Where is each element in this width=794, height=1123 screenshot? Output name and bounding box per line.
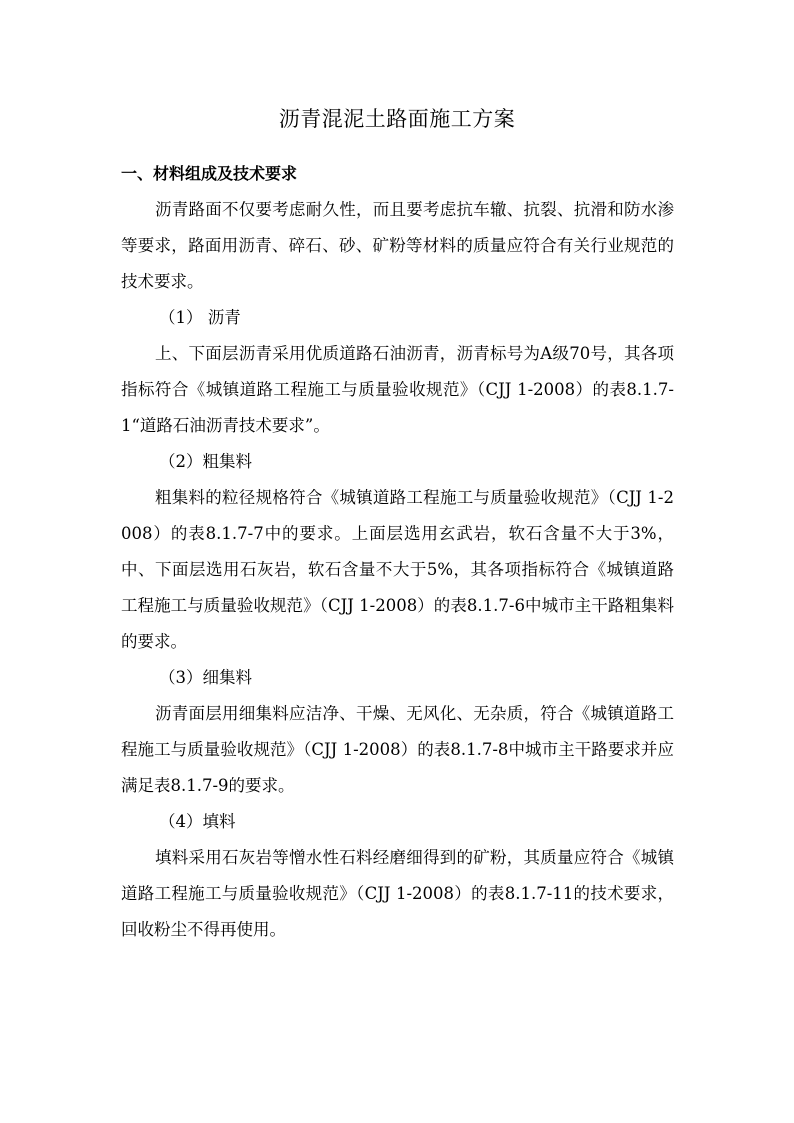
paragraph-filler: 填料采用石灰岩等憎水性石料经磨细得到的矿粉，其质量应符合《城镇道路工程施工与质量验收规范》（CJJ 1-2008）的表8.1.7-11的技术要求，回收粉尘不得再使用。 bbox=[121, 848, 674, 939]
section-heading: 一、材料组成及技术要求 bbox=[121, 164, 298, 183]
paragraph-coarse-aggregate: 粗集料的粒径规格符合《城镇道路工程施工与质量验收规范》（CJJ 1-2008）的表8.1.7-7中的要求。上面层选用玄武岩，软石含量不大于3%，中、下面层选用石灰岩，软石含量不大于5%，其各项指标符合《城镇道路工程施工与质量验收规范》（CJJ 1-2008）的表8.1.7-6中城市主干路粗集料的要求。 bbox=[121, 488, 674, 651]
subheading-asphalt: （1） 沥青 bbox=[159, 308, 241, 327]
section-intro-paragraph: 沥青路面不仅要考虑耐久性，而且要考虑抗车辙、抗裂、抗滑和防水渗等要求，路面用沥青、碎石、砂、矿粉等材料的质量应符合有关行业规范的技术要求。 bbox=[121, 200, 674, 291]
subheading-filler: （4）填料 bbox=[159, 812, 236, 831]
subheading-fine-aggregate: （3）细集料 bbox=[159, 668, 252, 687]
document-title: 沥青混泥土路面施工方案 bbox=[278, 107, 516, 131]
paragraph-fine-aggregate: 沥青面层用细集料应洁净、干燥、无风化、无杂质，符合《城镇道路工程施工与质量验收规范》（CJJ 1-2008）的表8.1.7-8中城市主干路要求并应满足表8.1.7-9的要求。 bbox=[121, 704, 674, 795]
paragraph-asphalt: 上、下面层沥青采用优质道路石油沥青，沥青标号为A级70号，其各项指标符合《城镇道路工程施工与质量验收规范》（CJJ 1-2008）的表8.1.7-1“道路石油沥青技术要求”。 bbox=[121, 344, 674, 435]
document-body bbox=[121, 156, 674, 948]
subheading-coarse-aggregate: （2）粗集料 bbox=[159, 452, 252, 471]
